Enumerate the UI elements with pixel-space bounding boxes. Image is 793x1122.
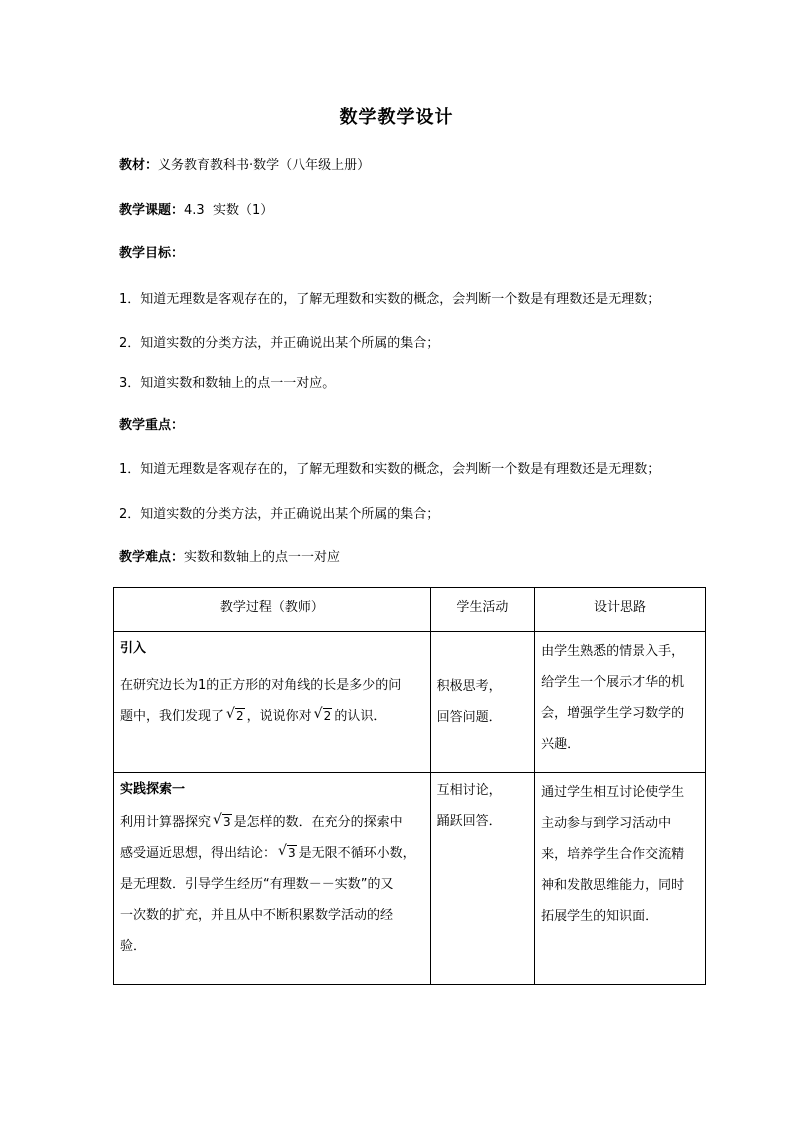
text-fragment: 利用计算器探究	[120, 815, 212, 830]
text-fragment: ，说说你对	[246, 709, 312, 724]
text-fragment: 是无限不循环小数，	[298, 846, 416, 861]
design-line: 神和发散思维能力，同时	[541, 878, 685, 893]
student-activity-line: 踊跃回答．	[436, 814, 502, 829]
design-line: 兴趣．	[541, 737, 581, 752]
difficulty-value: 实数和数轴上的点一一对应	[184, 550, 341, 565]
cell-text-line: 是无理数．引导学生经历“有理数－－实数”的又	[120, 877, 394, 892]
topic-line	[119, 202, 273, 220]
textbook-label: 教材：	[119, 158, 159, 173]
design-line: 来，培养学生合作交流精	[541, 847, 685, 862]
radical-sign: √	[213, 812, 222, 828]
radical-sign: √	[313, 706, 323, 722]
key-item: 1．知道无理数是客观存在的，了解无理数和实数的概念，会判断一个数是有理数还是无理数；	[119, 462, 661, 477]
key-label: 教学重点：	[119, 418, 185, 433]
section-heading: 引入	[120, 641, 147, 656]
topic-value: 4.3 实数（1）	[184, 203, 274, 218]
goal-item: 1．知道无理数是客观存在的，了解无理数和实数的概念，会判断一个数是有理数还是无理数；	[119, 292, 661, 307]
design-line: 会，增强学生学习数学的	[541, 706, 685, 721]
cell-text-line: 验．	[120, 939, 147, 954]
design-line: 主动参与到学习活动中	[541, 816, 672, 831]
goals-label: 教学目标：	[119, 246, 185, 261]
radical-sign: √	[226, 706, 235, 722]
text-fragment: 是怎样的数．在充分的探索中	[233, 815, 403, 830]
radicand: 2	[236, 709, 244, 723]
design-line: 由学生熟悉的情景入手，	[541, 644, 685, 659]
design-line: 给学生一个展示才华的机	[541, 675, 685, 690]
cell-text-line	[120, 807, 424, 838]
cell-text-line	[120, 838, 424, 869]
student-activity-line: 积极思考，	[436, 679, 502, 694]
textbook-value: 义务教育教科书·数学（八年级上册）	[158, 158, 371, 173]
student-cell	[430, 632, 534, 773]
header-design: 设计思路	[535, 588, 706, 632]
radical-sign: √	[278, 843, 287, 859]
design-line: 拓展学生的知识面．	[541, 909, 659, 924]
key-item: 2．知道实数的分类方法，并正确说出某个所属的集合；	[119, 507, 440, 522]
student-cell	[430, 773, 534, 985]
cell-text-line	[120, 701, 424, 732]
sqrt-expression	[278, 838, 297, 869]
table-row	[114, 632, 706, 773]
goal-item: 3．知道实数和数轴上的点一一对应。	[119, 376, 336, 391]
radicand: 3	[288, 846, 296, 860]
page-title: 数学教学设计	[339, 107, 454, 128]
design-line: 通过学生相互讨论使学生	[541, 785, 685, 800]
sqrt-expression	[226, 701, 245, 732]
key-heading	[119, 417, 184, 435]
header-teacher: 教学过程（教师）	[114, 588, 431, 632]
radicand: 2	[323, 709, 332, 723]
sqrt-expression	[213, 807, 232, 838]
text-fragment: 题中，我们发现了	[120, 709, 225, 724]
sqrt-expression	[314, 701, 333, 732]
table-header-row	[114, 588, 706, 632]
textbook-line	[119, 157, 370, 175]
difficulty-label: 教学难点：	[119, 550, 185, 565]
header-student: 学生活动	[430, 588, 534, 632]
goal-item: 2．知道实数的分类方法，并正确说出某个所属的集合；	[119, 336, 440, 351]
section-heading: 实践探索一	[120, 782, 186, 797]
text-fragment: 感受逼近思想，得出结论：	[120, 846, 277, 861]
teacher-cell	[114, 632, 431, 773]
design-cell	[535, 773, 706, 985]
cell-text-line: 一次数的扩充，并且从中不断积累数学活动的经	[120, 908, 394, 923]
topic-label: 教学课题：	[119, 203, 185, 218]
goals-heading	[119, 245, 184, 263]
design-cell	[535, 632, 706, 773]
lesson-table	[113, 587, 706, 985]
student-activity-line: 互相讨论，	[436, 783, 502, 798]
teacher-cell	[114, 773, 431, 985]
text-fragment: 的认识．	[334, 709, 387, 724]
radicand: 3	[223, 815, 231, 829]
student-activity-line: 回答问题．	[436, 710, 502, 725]
difficulty-line	[119, 549, 340, 567]
cell-text-line: 在研究边长为1的正方形的对角线的长是多少的问	[120, 678, 402, 693]
table-row	[114, 773, 706, 985]
